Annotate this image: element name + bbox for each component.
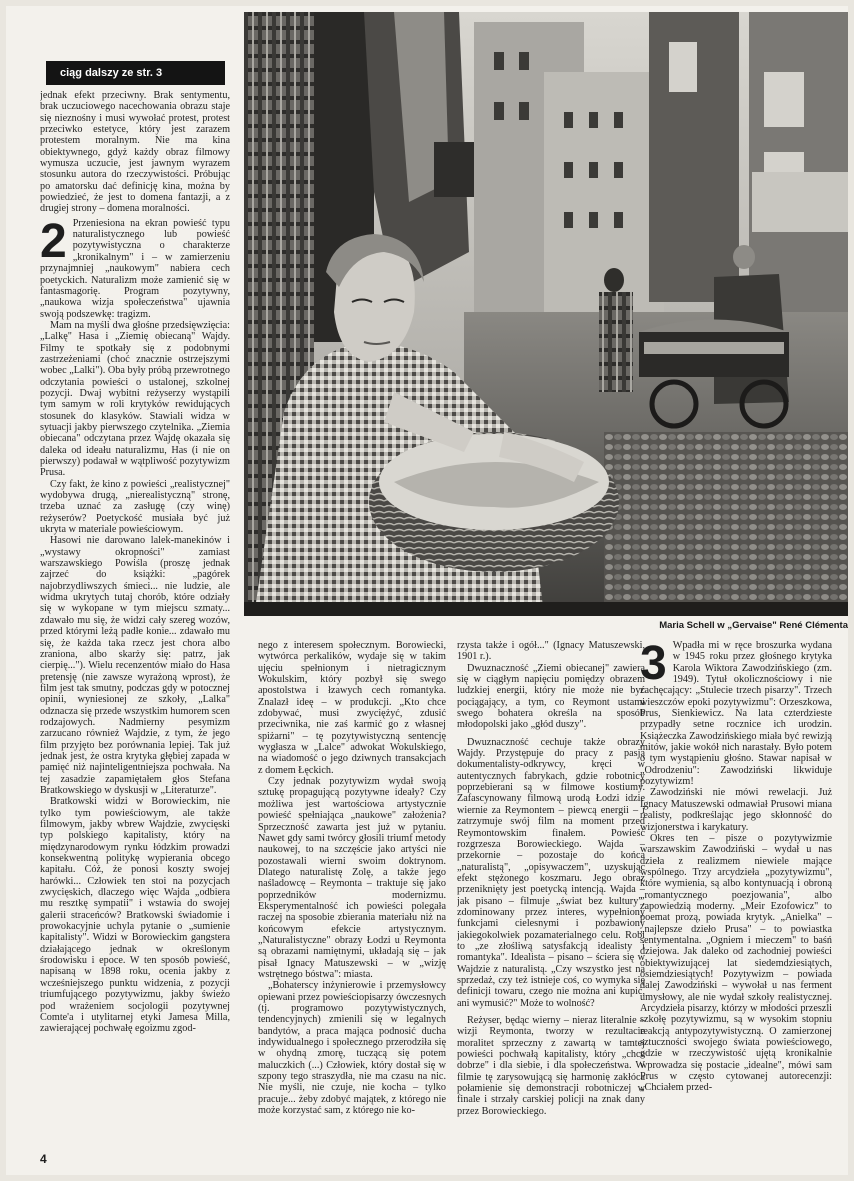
section-number: 2 — [40, 214, 67, 268]
continued-banner: ciąg dalszy ze str. 3 — [46, 61, 225, 85]
page-number: 4 — [40, 1152, 47, 1166]
text-column-3 — [457, 640, 645, 1150]
paragraph: nego z interesem społecznym. Borowiecki, wytwórca perkalików, wydaje się w takim ujęciu spełnionym i nietragicznym Wokulskim, który pozbył się swego apostolstwa i łzawych cech romantyka. Znalazł ideę – w produkcji. „Kto chce zdobywać, musi zwyciężyć, zdusić przeciwnika, nie zaś karmić go z własnej spiżarni" – tę pozytywistyczną sentencję wygłasza w „Lalce" adwokat Wokulskiego, na wiadomość o jego dziwnych transakcjach z domem Łęckich. — [258, 640, 446, 776]
paragraph: Bratkowski widzi w Borowieckim, nie tylko tym powieściowym, ale także filmowym, jakby wbrew Wajdzie, zwycięski typ polskiego kapitalisty, który na międzynarodowym rynku łódzkim prowadzi konsekwentną politykę wypierania obcego kapitału. Cóż, że ponosi koszty swojej harówki... Człowiek ten stoi na pozycjach zwycięskich, dlaczego więc Wajda „odbiera mu resztkę sympatii" i wstawia do swojej galerii straceńców? Bratkowski świadomie i prowokacyjnie uchyla pytanie o „sumienie kapitalisty". Widzi w Borowieckim gangstera działającego jednak w określonym środowisku i epoce. W ten sposób powieść, napisaną w 1898 roku, ocenia jakby z wcześniejszego punktu widzenia, z pozycji triumfującego pozytywizmu, jakby świeżo pod wrażeniem socjologii pozytywnej Comte'a i utylitarnej etyki Jamesa Milla, zawierającej pochwałę egoizmu zgod- — [40, 796, 230, 1035]
paragraph: Okres ten – pisze o pozytywizmie warszawskim Zawodziński – wydał u nas dzieła z realizmem niewiele mające wspólnego. Trzy arcydzieła „pozytywizmu", które wymienia, są albo kontynuacją i obroną „romantycznego poezjowania", albo zapowiedzią moderny. „Meir Ezofowicz" to poemat prozą, powiada krytyk. „Anielka" – „najlepsze dzieło Prusa" – to powiastka sentymentalna. „Ogniem i mieczem" to baśń dziejowa. Jak daleko od zachodniej powieści obiektywizującej lat siedemdziesiątych, osiemdziesiątych! Pozytywizm – powiada dalej Zawodziński – wywołał u nas ferment umysłowy, ale nie wydał szkoły realistycznej. Arcydzieła pisarzy, którzy w młodości przeszli szkołę pozytywizmu, są w wysokim stopniu reakcją antypozytywistyczną. O zamierzonej sztuczności swojego świata powieściowego, gdzie w rzeczywistość ujętą kronikalnie wprowadza się postacie „idealne", mówi sam Prus w często cytowanej autorecenzji: „Chciałem przed- — [640, 832, 832, 1094]
paragraph: Reżyser, będąc wierny – nieraz literalnie – wizji Reymonta, tworzy w rezultacie moralitet sprzeczny z zawartą w tamtej powieści pochwałą kapitalisty, który „chce dobrze" i dla siebie, i dla społeczeństwa. W filmie tę zarysowującą się harmonię zakłóca połamienie się demonstracji robotniczej w finale i strzały carskiej policji na znak dany przez Borowieckiego. — [457, 1015, 645, 1117]
paragraph: „Bohaterscy inżynierowie i przemysłowcy opiewani przez powieściopisarzy ówczesnych (tj. programowo pozytywistycznych, tendencyjnych) zmienili się w legalnych bandytów, a praca mająca podnosić ducha indywidualnego i społecznego przerodziła się w ohydną zmorę, tuczącą się potem maluczkich (...) Człowiek, który dostał się w szpony tego straszydła, nie ma czasu na nic. Nie myśli, nie czuje, nie kocha – tylko pracuje... żeby zdobyć majątek, z którego nie może korzystać sam, z którego nie ko- — [258, 980, 446, 1117]
paragraph-text: Wpadła mi w ręce broszurka wydana w 1945 roku przez głośnego krytyka Karola Wiktora Zawodzińskiego (zm. 1949). Tytuł okolicznościowy i nie zachęcający: „Stulecie trzech pisarzy". Trzech wieszczów epoki pozytywizmu": Orzeszkowa, Prus, Sienkiewicz. Na lata czterdzieste przypadły setne rocznice ich urodzin. Książeczka Zawodzińskiego miała być rewizją mitów, jakie wokół nich narastały. Było potem o tym wystąpieniu głośno. Stawar napisał w „Odrodzeniu": Zawodziński likwiduje pozytywizm! — [640, 640, 832, 788]
photo-caption: Maria Schell w „Gervaise" René Clémenta — [659, 620, 848, 631]
paragraph: jednak efekt przeciwny. Brak sentymentu, brak uczuciowego nacechowania obrazu staje się nieznośny i musi wywołać protest, protest przeciwko estetyce, który jest zarazem protestem moralnym. Nie ma kina obiektywnego, gdyż każdy obraz filmowy wymusza uczucie, jest jawnym wyrazem stosunku autora do rzeczywistości. Próbując po amatorsku dać definicję kina, można by powiedzieć, że jest to domena fantazji, a z drugiej strony – domena moralności. — [40, 90, 230, 215]
paragraph: Dwuznaczność cechuje także obrazy Wajdy. Przystępuje do pracy z pasją dokumentalisty-odkrywcy, kręci w autentycznych fabrykach, gdzie robotnicy poprzebierani są w filmowe kostiumy. Zafascynowany filmową urodą Łodzi idzie wiernie za Reymontem – piewcą energii – i zatrzymuje swój film na moment przed Reymontowskim finałem. Powieść rozgrzesza Borowieckiego. Wajda – przekornie – pozostaje do końca „naturalistą", „opisywaczem", uzyskując efekt stężonego koszmaru. Jego obraz przeniknięty jest poetycką intencją. Wajda – jak pisano – filmuje „świat bez kultury", zdominowany przez interes, wypełniony funkcjami cielesnymi i pozbawiony jakiegokolwiek pozamaterialnego celu. Robi to „ze złośliwą satysfakcją idealisty i romantyka". Idealista – pisano – ściera się w Wajdzie z naturalistą. „Czy wszystko jest na sprzedaż, czy też istnieje coś, co wymyka się definicji towaru, czego nie można ani kupić, ani wymusić?" Może to wolność? — [457, 736, 645, 1009]
magazine-page — [6, 6, 848, 1175]
paragraph: Czy fakt, że kino z powieści „realistycznej" wydobywa drugą, „nierealistyczną" stronę, trzeba uznać za zasługę (czy winę) reżyserów? Poetyckość musiała być już ukryta w materiale powieściowym. — [40, 478, 230, 536]
paragraph: Dwuznaczność „Ziemi obiecanej" zawiera się w ciągłym napięciu pomiędzy obrazem ludzkiej energii, który nie może nie być pociągający, a tym, co Reymont ustami swego bohatera określa na sposób młodopolski jako „głód duszy". — [457, 662, 645, 731]
paragraph: Zawodziński nie mówi rewelacji. Już Ignacy Matuszewski odmawiał Prusowi miana realisty, podkreślając jego skłonność do wizjonerstwa i karykatury. — [640, 787, 832, 833]
paragraph: Hasowi nie darowano lalek-manekinów i „wystawy okropności" zamiast warszawskiego Powiśla (proszę jednak zajrzeć do książki: „pagórek najobrzydliwszych śmieci... nie ludzie, ale widma ukrytych tutaj chorób, które odziały się w wykopane w tym miejscu szmaty... zdawało mu się, że widzi cały szereg wozów, przed którymi leżą padłe konie... zdawało mu się, że każda taka rzecz jest chora albo zraniona, albo skarży się: patrz, jak cierpię..."). Wielu recenzentów miało do Hasa pretensję (nie zawsze wyrażoną wprost), że film jest tak smutny, podczas gdy w potocznej opinii, wyniesionej ze szkoły, „Lalka" odznacza się przede wszystkim humorem scen rodzajowych. Nadmierny pesymizm zarzucano również Wajdzie, z tym, że jego film przyjęto bez porównania lepiej. Tak już jednak jest, że ostra krytyka głębiej zapada w pamięć niż najinteligentniejsza pochwała. Na tej zasadzie zapamiętałem głos Stefana Bratkowskiego w dyskusji w „Literaturze". — [40, 535, 230, 796]
paragraph — [40, 214, 230, 320]
section-number: 3 — [640, 640, 667, 690]
text-column-4 — [640, 640, 832, 1150]
paragraph: Mam na myśli dwa głośne przedsięwzięcia: „Lalkę" Hasa i „Ziemię obiecaną" Wajdy. Filmy te spotkały się z podobnymi zastrzeżeniami (choć znacznie ostrzejszymi wobec „Lalki"). Oba były próbą przewrotnego odczytania powieści o ustalonej, szkolnej pozycji. Dwaj wybitni reżyserzy wystąpili tym samym w roli krytyków rewidujących stosunek do klasyków. Stawiali widza w sytuacji jakby pierwszego czytelnika. „Ziemia obiecana" odczytana przez Wajdę okazała się daleka od ideału naturalizmu, Has (i nie on pierwszy) podawał w wątpliwość pozytywizm Prusa. — [40, 319, 230, 479]
paragraph: rzysta także i ogół..." (Ignacy Matuszewski, 1901 r.). — [457, 640, 645, 663]
text-column-1 — [40, 90, 230, 1152]
paragraph: Czy jednak pozytywizm wydał swoją sztukę propagującą pozytywne ideały? Czy możliwa jest wartościowa artystycznie powieść spełniająca „naukowe" założenia? Sprzeczność zawarta jest już w pytaniu. Nawet gdy sami twórcy głosili triumf metody naukowej, to na szczęście jako artyści nie pozostawali wierni swoim doktrynom. Dlatego naturalistę Zolę, a także jego naśladowcę – Reymonta – traktuje się jako poprzedników modernizmu. Eksperymentalność ich powieści polegała raczej na sposobie zbierania materiału niż na końcowym efekcie artystycznym. „Naturalistyczne" obrazy Łodzi u Reymonta są obrazami namiętnymi, układają się – jak pisał Ignacy Matuszewski – w „wizję wstrętnego bóstwa": miasta. — [258, 776, 446, 980]
photo-illustration — [244, 12, 848, 616]
paragraph-text: Przeniesiona na ekran powieść typu naturalistycznego lub powieść pozytywistyczna o charakterze „kronikalnym" i – w zamierzeniu przynajmniej „naukowym" nabiera cech poetyckich. Naturalizm może zamienić się w fantasmagorię. Program pozytywny, „naukowa wizja społeczeństwa" ujawnia swoją podszewkę: tragizm. — [40, 217, 230, 320]
text-column-2 — [258, 640, 446, 1150]
film-still-photo — [244, 12, 848, 616]
paragraph — [640, 640, 832, 787]
